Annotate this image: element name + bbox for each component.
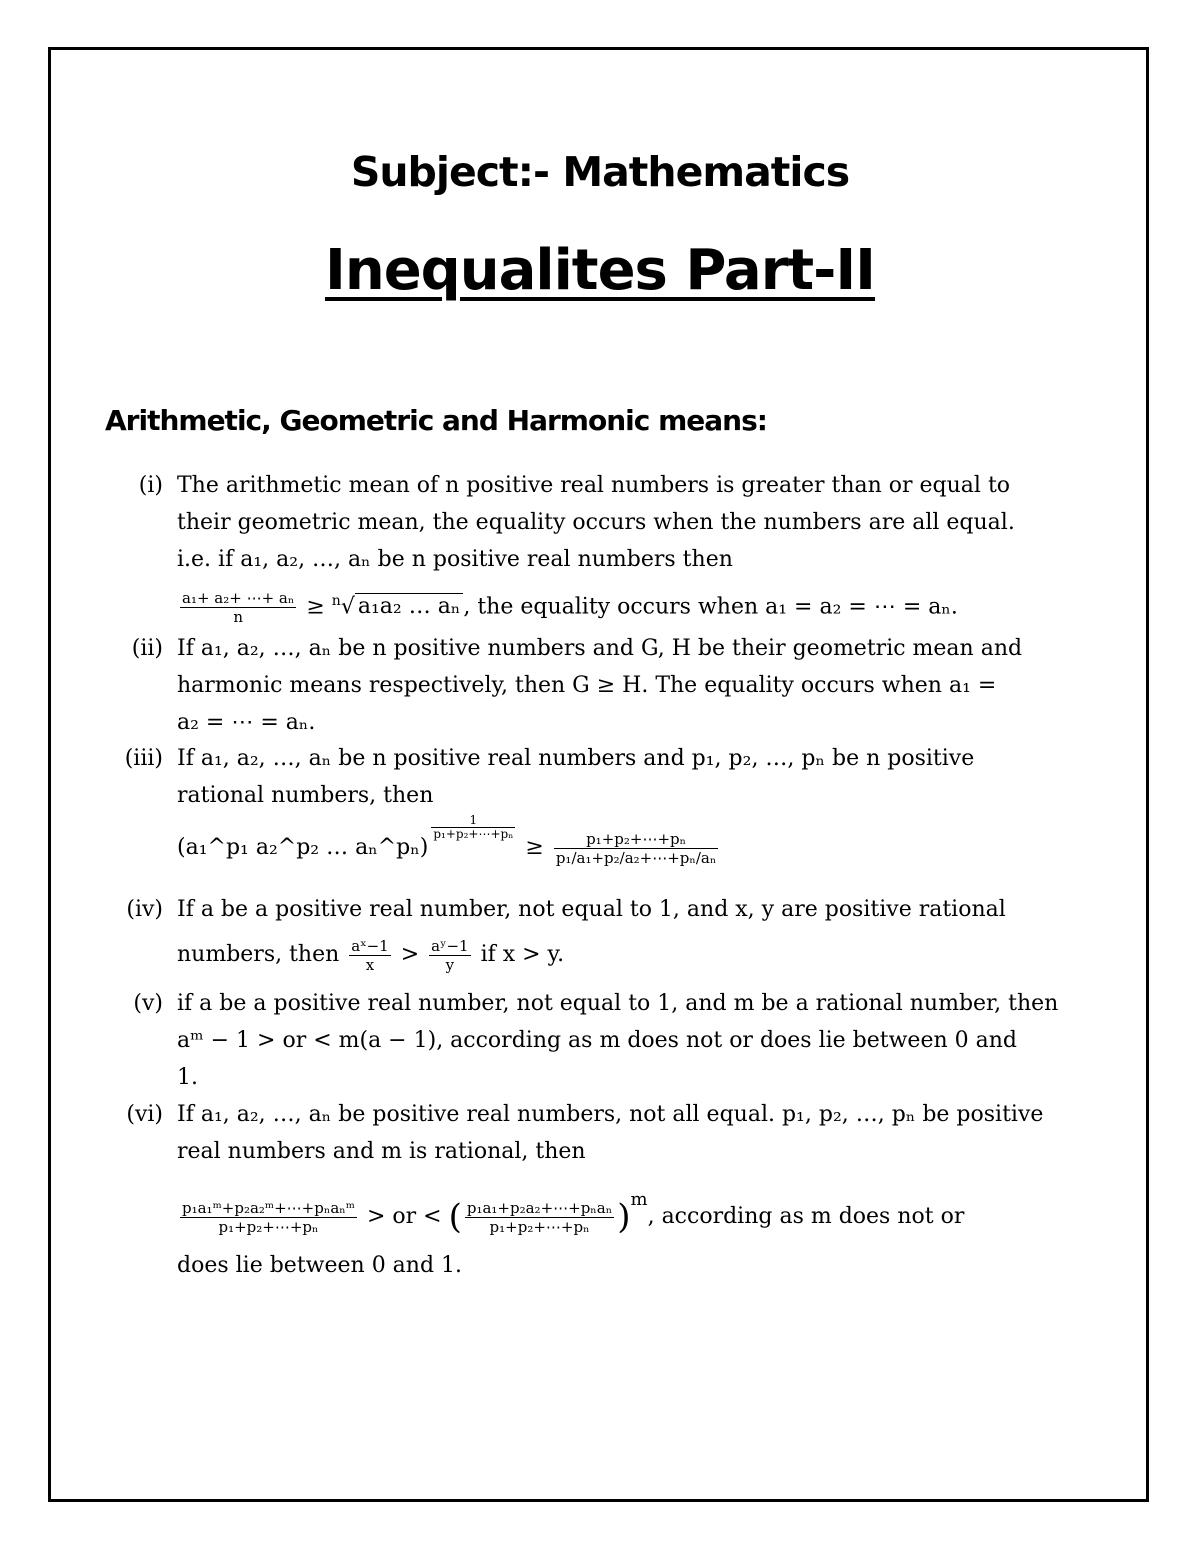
item-number: (vi) — [126, 1102, 163, 1127]
fraction-denominator: p₁+p₂+⋯+pₙ — [489, 1217, 590, 1236]
item-number: (i) — [138, 473, 163, 498]
item-number: (iii) — [124, 746, 163, 771]
formula-base: (a₁^p₁ a₂^p₂ … aₙ^pₙ) — [177, 835, 429, 860]
item-text-line: a₂ = ⋯ = aₙ. — [177, 710, 316, 735]
fraction-denominator: n — [233, 607, 244, 626]
fraction — [180, 589, 296, 626]
item-text-line: 1. — [177, 1065, 198, 1090]
item-text-line: The arithmetic mean of n positive real numbers is greater than or equal to — [177, 473, 1011, 498]
exponent-fraction — [431, 814, 515, 841]
fraction-denominator: x — [365, 955, 375, 974]
item-text-line: harmonic means respectively, then G ≥ H. The equality occurs when a₁ = — [177, 673, 997, 698]
item-number: (v) — [133, 991, 163, 1016]
item-text-line: aᵐ − 1 > or < m(a − 1), according as m does not or does lie between 0 and — [177, 1028, 1017, 1053]
fraction-numerator: aʸ−1 — [431, 936, 469, 955]
fraction — [554, 830, 719, 867]
root-radicand: a₁a₂ … aₙ — [355, 593, 464, 620]
item-text-line: real numbers and m is rational, then — [177, 1139, 586, 1164]
close-paren: ) — [617, 1197, 631, 1237]
formula-am-gm: $\frac{\text{a₁+ a₂+ ⋯+ aₙ}}{n}$ ≥ $^n$√ a₁a₂ … aₙ , the equality occurs when a₁ = a₂ = ⋯ = aₙ. — [182, 588, 958, 626]
item-text-line: If a₁, a₂, …, aₙ be n positive numbers and G, H be their geometric mean and — [177, 636, 1023, 661]
item-text-line: if a be a positive real number, not equal to 1, and m be a rational number, then — [177, 991, 1059, 1016]
fraction-numerator: 1 — [431, 814, 515, 828]
fraction — [349, 937, 390, 974]
open-paren: ( — [448, 1197, 462, 1237]
fraction-numerator: a₁+ a₂+ ⋯+ aₙ — [182, 588, 295, 607]
fraction-numerator: p₁+p₂+⋯+pₙ — [554, 830, 719, 849]
fraction-denominator: p₁+p₂+⋯+pₙ — [218, 1217, 319, 1236]
item-number: (ii) — [131, 636, 163, 661]
relation-symbol: > or < — [366, 1204, 442, 1229]
item-text-line: If a be a positive real number, not equal to 1, and x, y are positive rational — [177, 897, 1006, 922]
exponent: m — [630, 1189, 648, 1210]
item-number: (iv) — [126, 897, 163, 922]
formula-power-ratio — [177, 928, 1102, 982]
formula-weighted-gm-hm — [177, 814, 1102, 880]
formula-tail: , according as m does not or — [647, 1204, 965, 1229]
formula-tail: if x > y. — [480, 942, 565, 967]
formula-power-mean — [177, 1170, 1102, 1247]
fraction — [180, 1199, 357, 1236]
item-text-line: i.e. if a₁, a₂, …, aₙ be n positive real numbers then — [177, 547, 733, 572]
fraction — [429, 937, 470, 974]
root-index: n — [331, 593, 341, 609]
subject-heading: Subject:- Mathematics — [350, 148, 850, 196]
page-title: Inequalites Part-II — [324, 238, 876, 303]
section-heading: Arithmetic, Geometric and Harmonic means: — [105, 404, 767, 437]
relation-symbol: ≥ — [525, 835, 544, 860]
fraction-numerator: p₁a₁ᵐ+p₂a₂ᵐ+⋯+pₙaₙᵐ — [182, 1198, 355, 1217]
formula-tail: , the equality occurs when a₁ = a₂ = ⋯ = aₙ. — [463, 594, 958, 620]
item-text-line: does lie between 0 and 1. — [177, 1253, 463, 1278]
fraction-denominator: y — [445, 955, 455, 974]
item-text-line: rational numbers, then — [177, 783, 434, 808]
relation-symbol: > — [400, 942, 420, 967]
fraction-denominator: p₁+p₂+⋯+pₙ — [433, 827, 514, 841]
fraction-denominator: p₁/a₁+p₂/a₂+⋯+pₙ/aₙ — [555, 848, 717, 867]
fraction — [465, 1199, 614, 1236]
relation-symbol: ≥ — [306, 594, 325, 620]
item-text-line: their geometric mean, the equality occurs when the numbers are all equal. — [177, 510, 1015, 535]
item-text-line: If a₁, a₂, …, aₙ be n positive real numbers and p₁, p₂, …, pₙ be n positive — [177, 746, 975, 771]
fraction-numerator: aˣ−1 — [351, 936, 389, 955]
item-text-line: If a₁, a₂, …, aₙ be positive real numbers, not all equal. p₁, p₂, …, pₙ be positive — [177, 1102, 1044, 1127]
fraction-numerator: p₁a₁+p₂a₂+⋯+pₙaₙ — [466, 1198, 613, 1217]
lead-text: numbers, then — [177, 942, 340, 967]
